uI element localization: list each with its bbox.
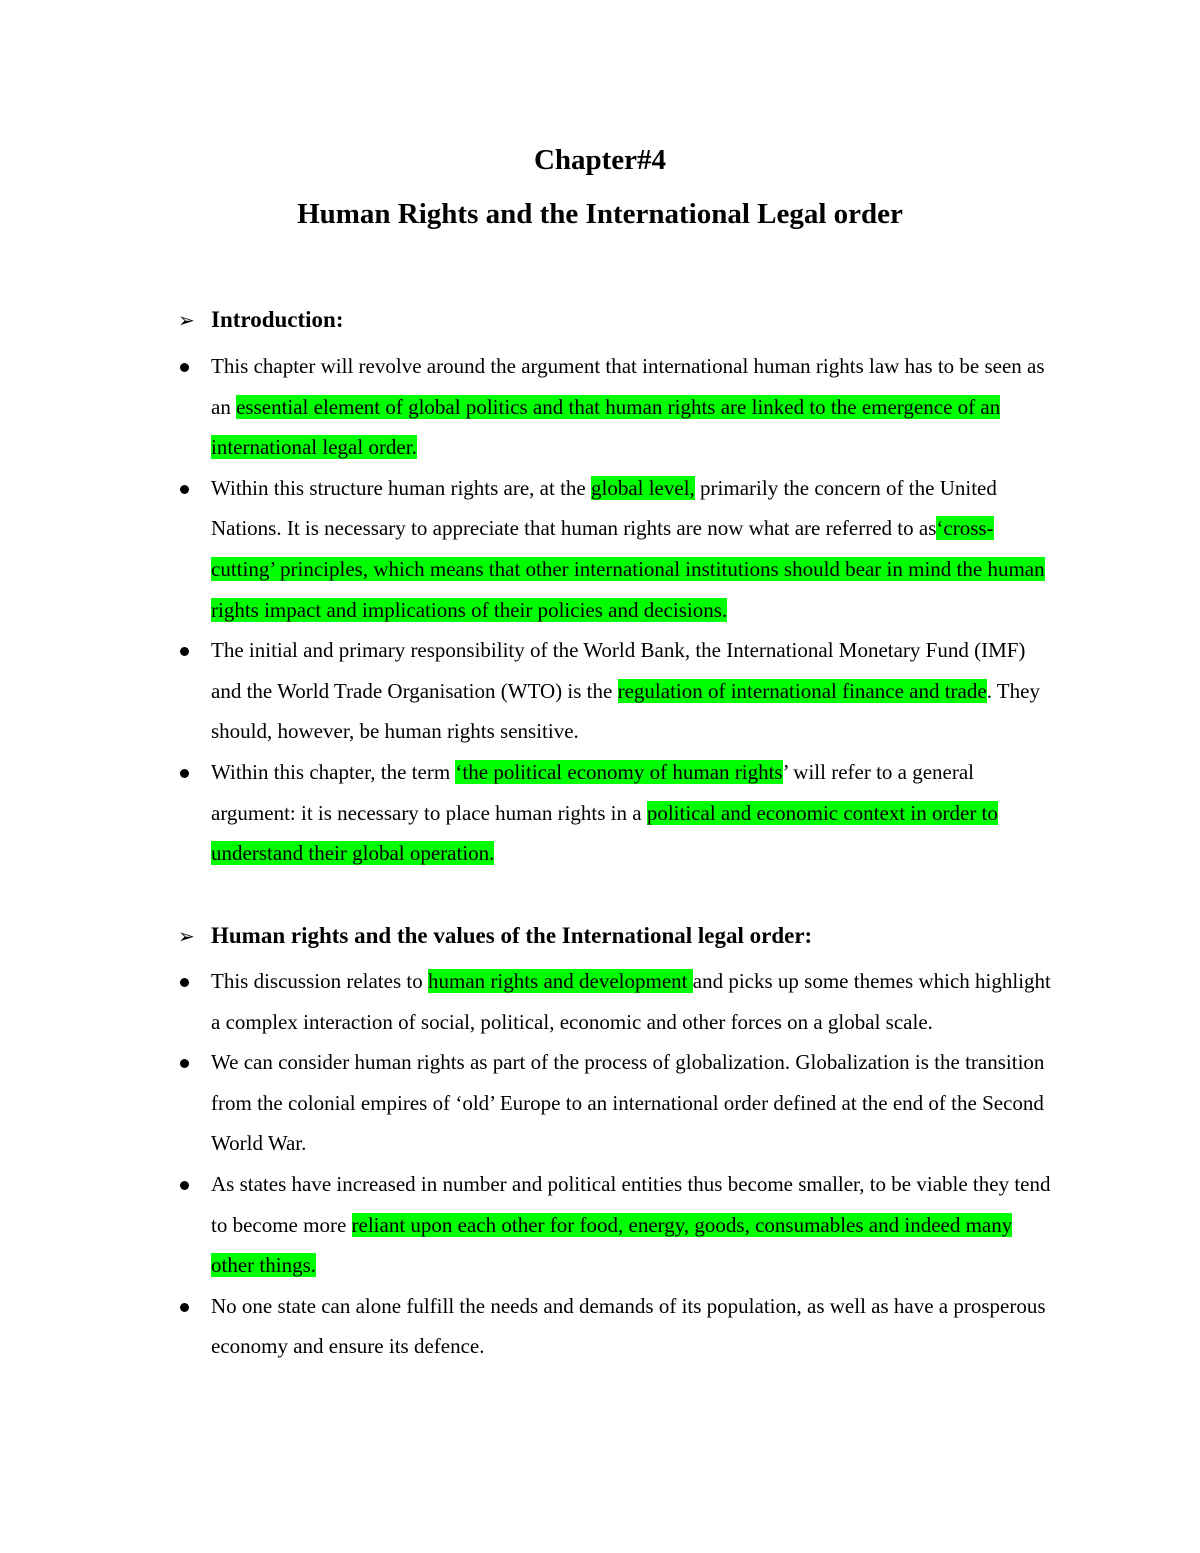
section-heading-values	[178, 921, 812, 952]
arrow-bullet-icon: ➢	[178, 926, 195, 948]
arrow-bullet-icon: ➢	[178, 310, 195, 332]
list-item	[178, 961, 1058, 1042]
highlighted-text: regulation of international finance and trade	[617, 678, 987, 703]
bullet-dot-icon	[180, 485, 189, 494]
list-item	[178, 468, 1058, 630]
body-text: primarily the concern of the United Nations. It is necessary to appreciate that human rights are now what are referred to as	[211, 475, 997, 541]
body-text: . They should, however, be human rights sensitive.	[211, 678, 1040, 744]
chapter-number: Chapter#4	[533, 144, 667, 176]
highlighted-text: global level,	[590, 475, 695, 500]
section-heading-introduction	[178, 305, 344, 336]
highlighted-text: political and economic context in order to understand their global operation.	[211, 800, 998, 866]
highlighted-text: ‘cross-cutting’ principles, which means that other international institutions should bear in mind the human rights impact and implications of their policies and decisions.	[211, 516, 1045, 622]
bullet-dot-icon	[180, 769, 189, 778]
highlighted-text: essential element of global politics and that human rights are linked to the emergence of an international legal order.	[211, 394, 1001, 460]
body-text: No one state can alone fulfill the needs and demands of its population, as well as have a prosperous economy and ensure its defence.	[211, 1293, 1046, 1359]
bullet-dot-icon	[180, 1303, 189, 1312]
body-text: The initial and primary responsibility of the World Bank, the International Monetary Fund (IMF) and the World Trade Organisation (WTO) is the	[211, 638, 1026, 703]
body-text: Within this chapter, the term	[211, 759, 456, 784]
bullet-dot-icon	[180, 1059, 189, 1068]
body-text: This discussion relates to	[211, 969, 428, 993]
highlighted-text: ‘the political economy of human rights	[455, 759, 783, 784]
list-item	[178, 752, 1058, 874]
list-item	[178, 1042, 1058, 1164]
page-title: Human Rights and the International Legal order	[297, 198, 903, 230]
highlighted-text: human rights and development	[427, 969, 693, 993]
list-item	[178, 1286, 1058, 1367]
body-text: and picks up some themes which highlight a complex interaction of social, political, economic and other forces on a global scale.	[211, 969, 1051, 1034]
bullet-dot-icon	[180, 1181, 189, 1190]
bullet-list-values	[178, 961, 1058, 1367]
bullet-list-introduction	[178, 346, 1058, 874]
bullet-dot-icon	[180, 978, 189, 987]
body-text: We can consider human rights as part of the process of globalization. Globalization is the transition from the colonial empires of ‘old’ Europe to an international order defined at the end of the Second World War.	[211, 1050, 1045, 1156]
body-text: Within this structure human rights are, at the	[211, 475, 591, 500]
body-text: This chapter will revolve around the argument that international human rights law has to be seen as an	[211, 354, 1045, 419]
list-item	[178, 346, 1058, 468]
bullet-dot-icon	[180, 647, 189, 656]
list-item	[178, 630, 1058, 752]
bullet-dot-icon	[180, 363, 189, 372]
body-text: ’ will refer to a general argument: it is necessary to place human rights in a	[211, 759, 975, 825]
highlighted-text: reliant upon each other for food, energy, goods, consumables and indeed many other things.	[211, 1212, 1013, 1278]
section-heading-text: Introduction:	[211, 307, 344, 332]
body-text: As states have increased in number and political entities thus become smaller, to be viable they tend to become more	[211, 1171, 1051, 1237]
section-heading-text: Human rights and the values of the International legal order:	[211, 923, 813, 948]
list-item	[178, 1164, 1058, 1286]
